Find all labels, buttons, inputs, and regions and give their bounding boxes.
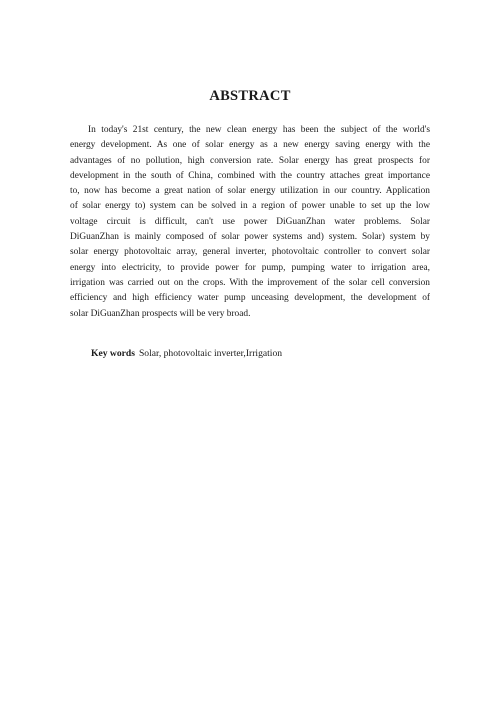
abstract-line: solar energy photovoltaic array, general inverter, photovoltaic controller to convert solar [70, 247, 430, 258]
abstract-line: energy development. As one of solar energy as a new energy saving energy with the [70, 140, 430, 151]
abstract-line: solar DiGuanZhan prospects will be very broad. [70, 308, 251, 319]
abstract-line: DiGuanZhan is mainly composed of solar power systems and) system. Solar) system by [70, 232, 430, 243]
abstract-line: voltage circuit is difficult, can't use power DiGuanZhan water problems. Solar [70, 216, 430, 227]
keywords-value: Solar, photovoltaic inverter,Irrigation [138, 348, 283, 359]
abstract-line: efficiency and high efficiency water pump unceasing development, the development of [70, 293, 430, 304]
abstract-line: advantages of no pollution, high conversion rate. Solar energy has great prospects for [70, 155, 430, 166]
abstract-title: ABSTRACT [209, 88, 291, 104]
abstract-line: to, now has become a great nation of solar energy utilization in our country. Application [70, 186, 430, 197]
abstract-line: In today's 21st century, the new clean energy has been the subject of the world's [88, 125, 430, 135]
abstract-line: of solar energy to) system can be solved in a region of power unable to set up the low [70, 201, 430, 212]
abstract-line: energy into electricity, to provide power for pump, pumping water to irrigation area, [70, 262, 430, 273]
keywords-label: Key words [91, 348, 135, 359]
abstract-paragraph [70, 123, 430, 322]
abstract-line: development in the south of China, combined with the country attaches great importance [70, 170, 430, 181]
keywords [91, 348, 282, 359]
abstract-line: irrigation was carried out on the crops. With the improvement of the solar cell conversion [70, 277, 430, 288]
